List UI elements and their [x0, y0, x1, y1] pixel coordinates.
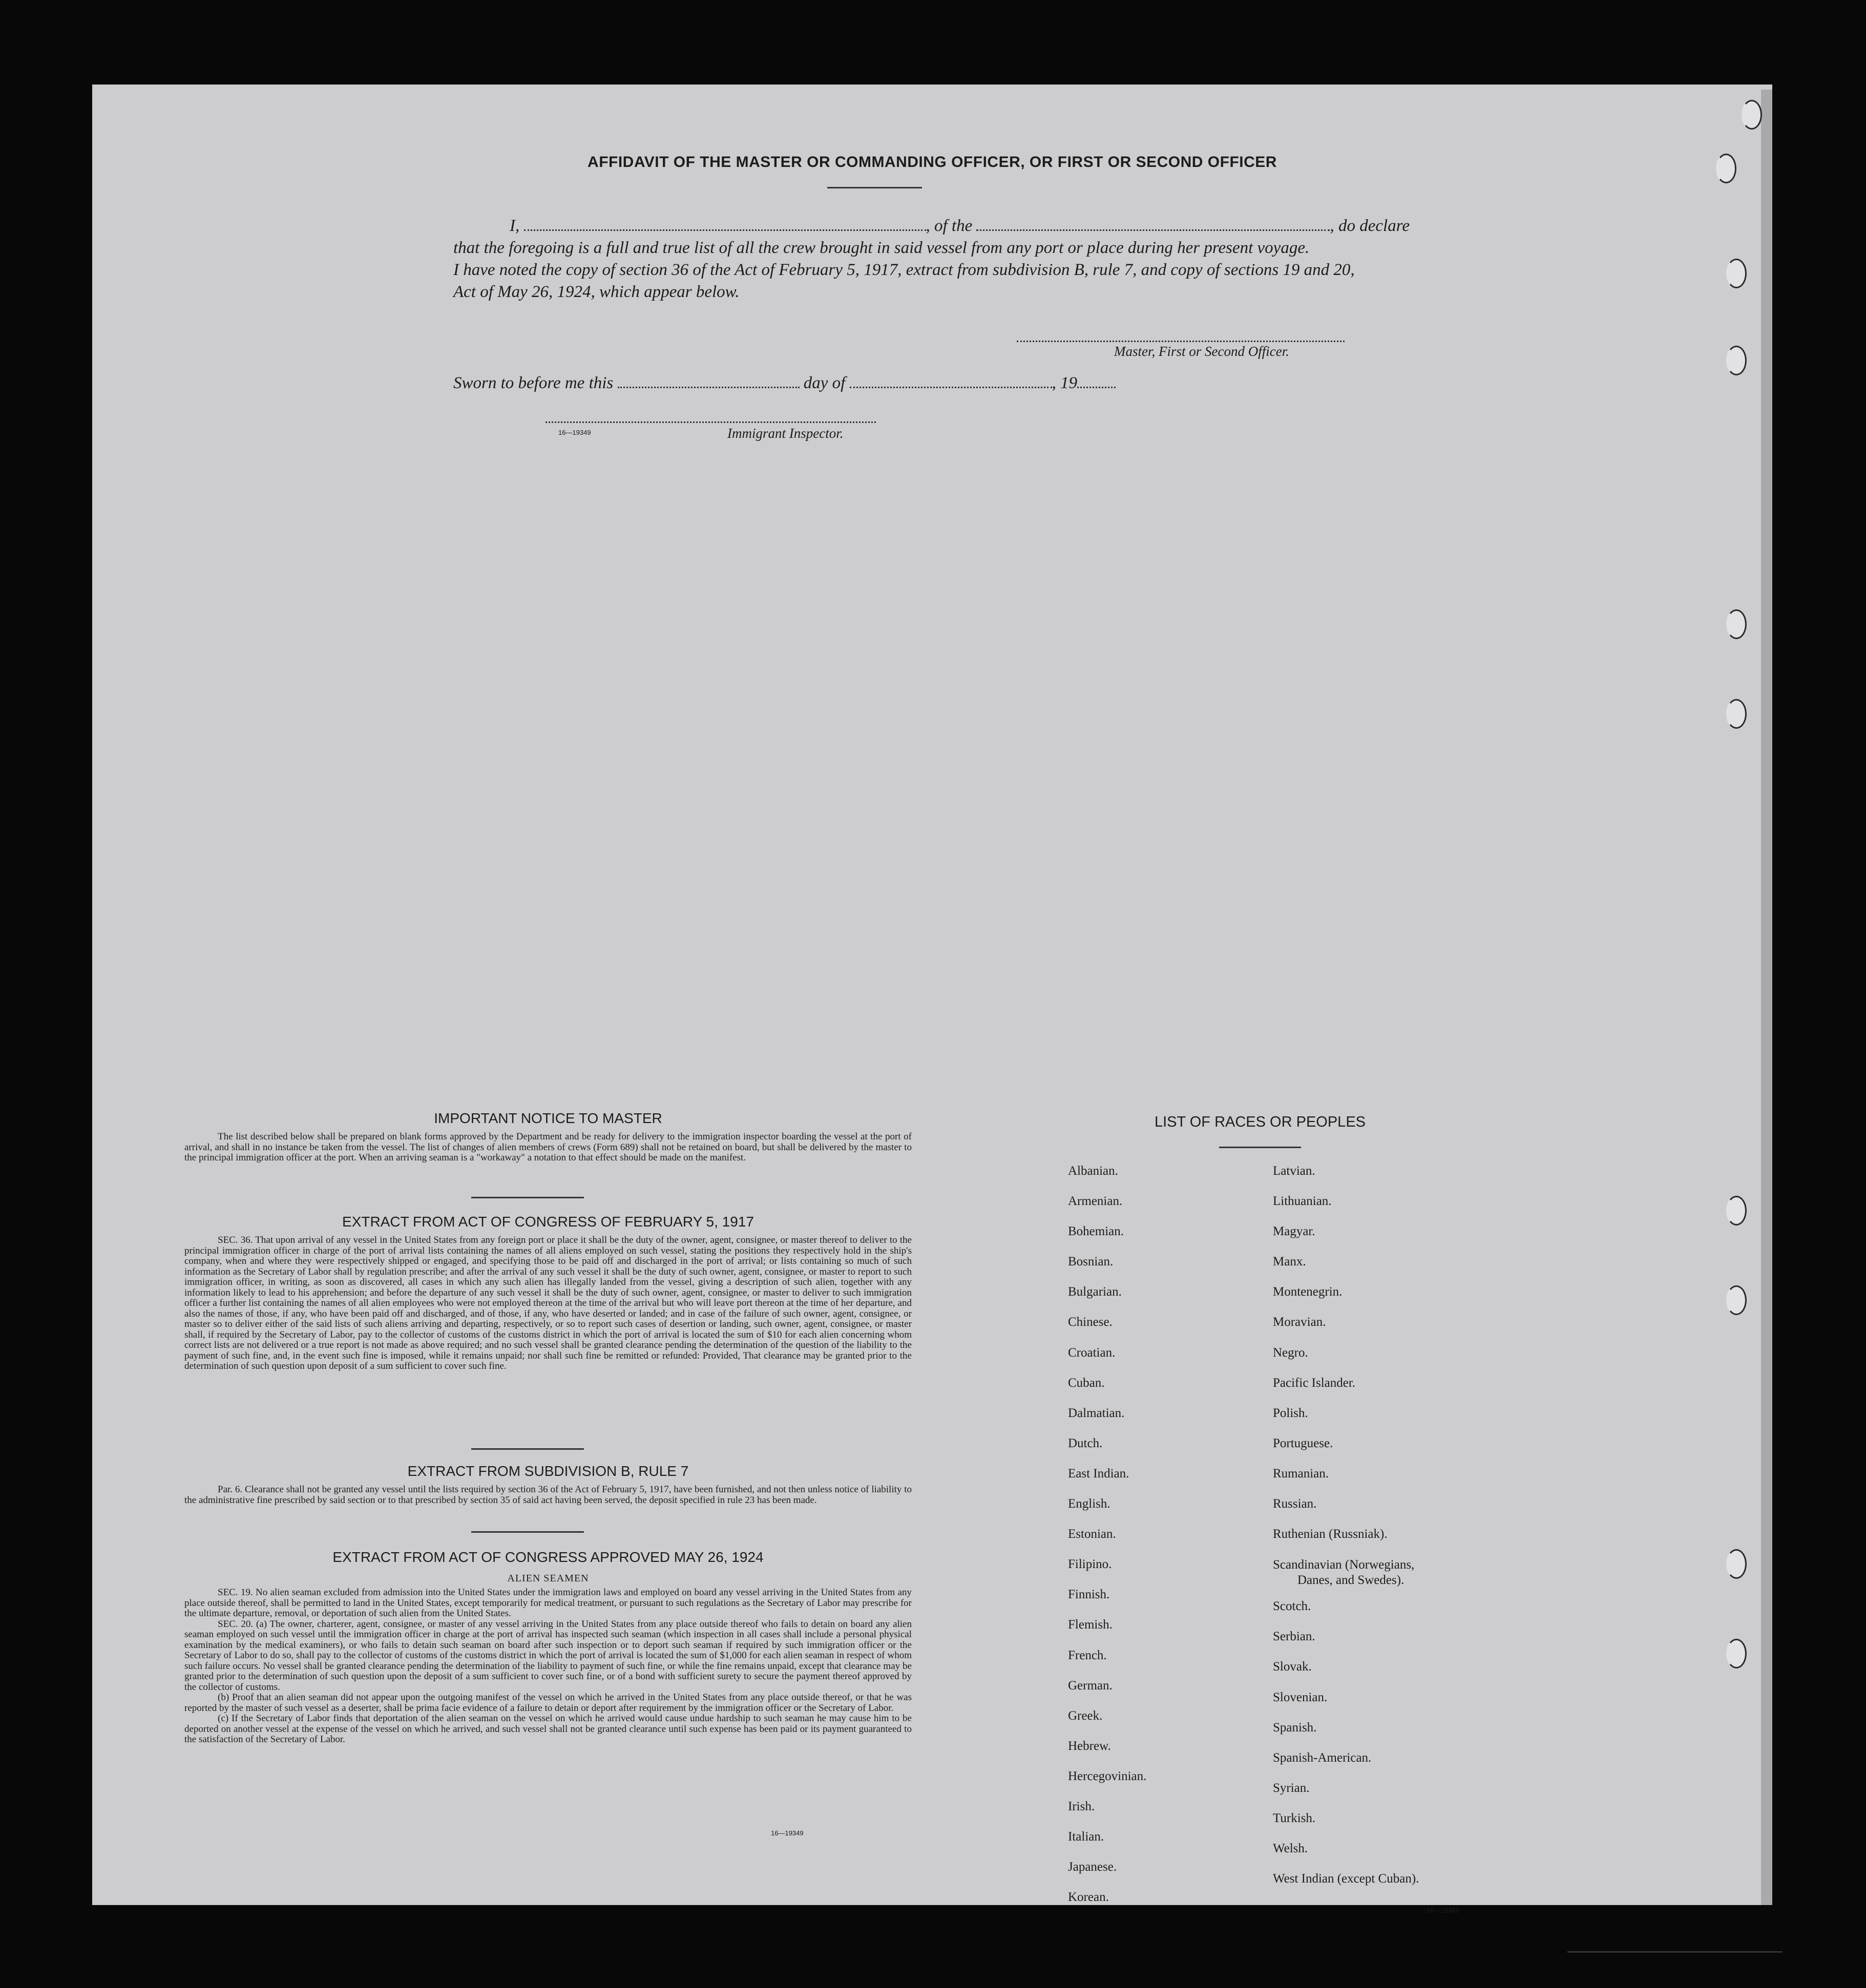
- race-item: Bulgarian.: [1068, 1285, 1122, 1299]
- race-item: Cuban.: [1068, 1376, 1105, 1390]
- important-notice: [184, 1110, 912, 1164]
- race-item: West Indian (except Cuban).: [1273, 1872, 1419, 1886]
- sec-20b-body: (b) Proof that an alien seaman did not appear upon the outgoing manifest of the vessel on which he arrived in the United States from any place outside thereof, or that he was reported by the master of such vessel as a deserter, shall be prima facie evidence of a failure to detain or deport after requirement by the immigration officer or the Secretary of Labor.: [184, 1692, 912, 1714]
- binder-hole: [1726, 1196, 1747, 1225]
- extract-1917-title: EXTRACT FROM ACT OF CONGRESS OF FEBRUARY 5, 1917: [342, 1214, 754, 1230]
- race-item: Irish.: [1068, 1799, 1095, 1813]
- do-declare-label: , do declare: [1330, 217, 1410, 235]
- notice-text: [184, 1132, 912, 1164]
- form-number: 16—19349: [771, 1829, 804, 1837]
- notice-title: IMPORTANT NOTICE TO MASTER: [434, 1110, 662, 1126]
- name-blank[interactable]: [524, 229, 926, 231]
- form-page: [92, 84, 1772, 1914]
- race-item: Dutch.: [1068, 1436, 1103, 1450]
- sec-36-body: SEC. 36. That upon arrival of any vessel in the United States from any foreign port or place it shall be the duty of the owner, agent, consignee, or master thereof to deliver to the principal immigration officer in charge of the port of arrival lists containing the names of all aliens employed on such vessel, stating the positions they respectively hold in the ship's company, when and where they were respectively shipped or engaged, and specifying those to be paid off and discharged in the port of arrival; or lists containing so much of such information as the Secretary of Labor shall by regulation prescribe; and after the arrival of any such vessel it shall be the duty of such owner, agent, consignee, or master to report to such immigration officer, in writing, as soon as discovered, all cases in which any such alien has illegally landed from the vessel, giving a description of such alien, together with any information likely to lead to his apprehension; and before the departure of any such vessel it shall be the duty of such owner, agent, consignee, or master to deliver to such immigration officer a further list containing the names of all alien employees who were not employed thereon at the time of the arrival but who will leave port thereon at the time of her departure, and also the names of those, if any, who have been paid off and discharged, and of those, if any, who have deserted or landed; and in case of the failure of such owner, agent, consignee, or master so to deliver either of the said lists of such aliens arriving and departing, respectively, or so to report such cases of desertion or landing, such owner, agent, consignee, or master shall, if required by the Secretary of Labor, pay to the collector of customs of the customs district in which the port of arrival is located the sum of $10 for each alien concerning whom correct lists are not delivered or a true report is not made as above required; and no such vessel shall be granted clearance pending the determination of the question of the liability to the payment of such fine, and, in the event such fine is imposed, while it remains unpaid; nor shall such fine be remitted or refunded: Provided, That clearance may be granted prior to the determination of such question upon deposit of a sum sufficient to cover such fine.: [184, 1235, 912, 1371]
- race-item: Flemish.: [1068, 1618, 1113, 1632]
- form-number: 16—19349: [558, 429, 591, 436]
- sworn-year-blank[interactable]: [1077, 387, 1116, 388]
- races-title: LIST OF RACES OR PEOPLES: [1154, 1114, 1366, 1130]
- race-item: Negro.: [1273, 1345, 1308, 1360]
- race-item: German.: [1068, 1678, 1113, 1693]
- extract-rule7: [184, 1463, 912, 1506]
- binder-hole: [1726, 609, 1747, 639]
- sworn-month-blank[interactable]: [850, 387, 1052, 388]
- race-item-scandinavian: [1273, 1557, 1419, 1599]
- race-item: Italian.: [1068, 1830, 1104, 1844]
- race-item: Spanish.: [1273, 1720, 1317, 1735]
- sworn-line: [453, 374, 1116, 393]
- affidavit-declaration: [453, 215, 1467, 303]
- race-item: Welsh.: [1273, 1841, 1308, 1855]
- form-number: 16—19349: [1427, 1907, 1459, 1914]
- sec-20a-body: SEC. 20. (a) The owner, charterer, agent, consignee, or master of any vessel arriving in the United States from any place outside thereof who fails to detain on board any alien seaman employed on such vessel until the immigration officer in charge at the port of arrival has inspected such seaman (which inspection in all cases shall include a personal physical examination by the medical examiners), or who fails to detain such seaman on board after such inspection or to deport such seaman if required by such immigration officer or the Secretary of Labor to do so, shall pay to the collector of customs of the customs district in which the port of arrival is located the sum of $1,000 for each alien seaman in respect of whom such failure occurs. No vessel shall be granted clearance pending the determination of the liability to payment of such fine, or while the fine remains unpaid, except that clearance may be granted prior to the determination of such question upon the deposit of a sum sufficient to cover such fine, or of a bond with sufficient surety to secure the payment thereof approved by the collector of customs.: [184, 1618, 912, 1693]
- race-item: Pacific Islander.: [1273, 1376, 1356, 1390]
- declaration-first-line: [453, 215, 1467, 237]
- sec-19-body: SEC. 19. No alien seaman excluded from admission into the United States under the immigration laws and employed on board any vessel arriving in the United States from any place outside thereof, shall be permitted to land in the United States, except temporarily for medical treatment, or pursuant to such regulations as the Secretary of Labor may prescribe for the ultimate departure, removal, or deportation of such alien from the United States.: [184, 1587, 912, 1619]
- race-item: Ruthenian (Russniak).: [1273, 1527, 1388, 1541]
- race-item: Magyar.: [1273, 1224, 1315, 1239]
- race-item: East Indian.: [1068, 1466, 1129, 1481]
- section-divider: [471, 1448, 584, 1450]
- scandinavian-line-1: Scandinavian (Norwegians,: [1273, 1558, 1415, 1572]
- race-item: Japanese.: [1068, 1860, 1117, 1874]
- race-item: Serbian.: [1273, 1630, 1315, 1644]
- race-item: Hebrew.: [1068, 1739, 1111, 1753]
- race-item: Filipino.: [1068, 1557, 1112, 1572]
- binder-hole: [1726, 1285, 1747, 1315]
- race-item: Hercegovinian.: [1068, 1769, 1147, 1783]
- master-signature-label: Master, First or Second Officer.: [1114, 344, 1289, 359]
- title-underline: [827, 187, 922, 188]
- race-item: Latvian.: [1273, 1164, 1315, 1178]
- race-item: Estonian.: [1068, 1527, 1116, 1541]
- of-the-label: , of the: [926, 217, 973, 235]
- page-edge: [1761, 90, 1772, 1905]
- race-item: Lithuanian.: [1273, 1194, 1332, 1209]
- race-item: English.: [1068, 1497, 1110, 1511]
- sec-20c: [184, 1714, 912, 1745]
- declaration-line: that the foregoing is a full and true list of all the crew brought in said vessel from any port or place during her present voyage.: [453, 239, 1310, 257]
- race-item: Portuguese.: [1273, 1436, 1333, 1450]
- race-item: Slovak.: [1273, 1660, 1312, 1674]
- alien-seamen-subtitle: ALIEN SEAMEN: [507, 1573, 589, 1584]
- race-item: Bohemian.: [1068, 1224, 1124, 1239]
- binder-hole: [1726, 699, 1747, 729]
- declaration-line: Act of May 26, 1924, which appear below.: [453, 283, 740, 301]
- race-item: Albanian.: [1068, 1164, 1118, 1178]
- race-item: French.: [1068, 1648, 1107, 1662]
- bottom-rule: [1567, 1951, 1783, 1953]
- race-item: Moravian.: [1273, 1315, 1326, 1329]
- inspector-signature-line[interactable]: [546, 421, 876, 423]
- sec-20a: [184, 1619, 912, 1693]
- par-6-body: Par. 6. Clearance shall not be granted any vessel until the lists required by section 36 of the Act of February 5, 1917, have been furnished, and not then unless notice of liability to the administrative fine prescribed by said section or to that prescribed by section 35 of said act having been served, the deposit specified in rule 23 has been made.: [184, 1484, 912, 1506]
- extract-1924-title: EXTRACT FROM ACT OF CONGRESS APPROVED MAY 26, 1924: [332, 1549, 764, 1565]
- declaration-line: I have noted the copy of section 36 of the Act of February 5, 1917, extract from subdivision B, rule 7, and copy of sections 19 and 20,: [453, 261, 1355, 279]
- races-title-underline: [1219, 1147, 1301, 1148]
- binder-hole: [1716, 154, 1736, 183]
- race-item: Russian.: [1273, 1497, 1317, 1511]
- race-item: Greek.: [1068, 1708, 1103, 1723]
- section-divider: [471, 1197, 584, 1198]
- affidavit-title: AFFIDAVIT OF THE MASTER OR COMMANDING OFFICER, OR FIRST OR SECOND OFFICER: [588, 154, 1277, 171]
- sworn-label: Sworn to before me this: [453, 374, 614, 392]
- sec-20b: [184, 1693, 912, 1714]
- race-item: Chinese.: [1068, 1315, 1113, 1329]
- sec-20c-body: (c) If the Secretary of Labor finds that deportation of the alien seaman on the vessel on which he arrived would cause undue hardship to such seaman he may cause him to be deported on another vessel at the expense of the vessel on which he arrived, and such vessel shall not be granted clearance until such expense has been paid or its payment guaranteed to the satisfaction of the Secretary of Labor.: [184, 1713, 912, 1745]
- race-item: Armenian.: [1068, 1194, 1123, 1209]
- binder-hole: [1726, 346, 1747, 375]
- master-signature-line[interactable]: [1017, 341, 1345, 342]
- races-column-1: [1068, 1164, 1146, 1920]
- sworn-day-blank[interactable]: [618, 387, 800, 388]
- race-item: Croatian.: [1068, 1345, 1116, 1360]
- vessel-blank[interactable]: [976, 229, 1330, 231]
- section-divider: [471, 1531, 584, 1533]
- inspector-label: Immigrant Inspector.: [727, 426, 844, 441]
- i-label: I,: [510, 217, 520, 235]
- binder-hole: [1726, 259, 1747, 288]
- extract-rule7-text: [184, 1485, 912, 1506]
- scandinavian-line-2: Danes, and Swedes).: [1297, 1573, 1404, 1588]
- race-item: Montenegrin.: [1273, 1285, 1343, 1299]
- races-column-2: [1273, 1164, 1419, 1902]
- race-item: Dalmatian.: [1068, 1406, 1125, 1420]
- extract-1924: [184, 1549, 912, 1745]
- race-item: Polish.: [1273, 1406, 1308, 1420]
- year-label: , 19: [1052, 374, 1078, 392]
- race-item: Turkish.: [1273, 1811, 1316, 1825]
- extract-1917-text: [184, 1235, 912, 1372]
- race-item: Korean.: [1068, 1890, 1109, 1905]
- race-item: Spanish-American.: [1273, 1750, 1372, 1765]
- race-item: Bosnian.: [1068, 1255, 1114, 1269]
- race-item: Slovenian.: [1273, 1690, 1328, 1704]
- race-item: Finnish.: [1068, 1588, 1110, 1602]
- binder-hole: [1726, 1549, 1747, 1579]
- race-item: Syrian.: [1273, 1781, 1310, 1795]
- sec-19: [184, 1588, 912, 1619]
- notice-body: The list described below shall be prepared on blank forms approved by the Department and be ready for delivery to the immigration inspector boarding the vessel at the port of arrival, and shall in no instance be taken from the vessel. The list of changes of alien members of crews (Form 689) shall not be retained on board, but shall be delivered by the master to the principal immigration officer at the port. When an arriving seaman is a "workaway" a notation to that effect should be made on the manifest.: [184, 1131, 912, 1163]
- race-item: Rumanian.: [1273, 1466, 1329, 1481]
- day-of-label: day of: [803, 374, 846, 392]
- extract-1917: [184, 1214, 912, 1372]
- binder-hole: [1726, 1639, 1747, 1668]
- race-item: Manx.: [1273, 1255, 1306, 1269]
- extract-rule7-title: EXTRACT FROM SUBDIVISION B, RULE 7: [407, 1463, 689, 1479]
- binder-hole: [1742, 100, 1762, 130]
- race-item: Scotch.: [1273, 1599, 1311, 1614]
